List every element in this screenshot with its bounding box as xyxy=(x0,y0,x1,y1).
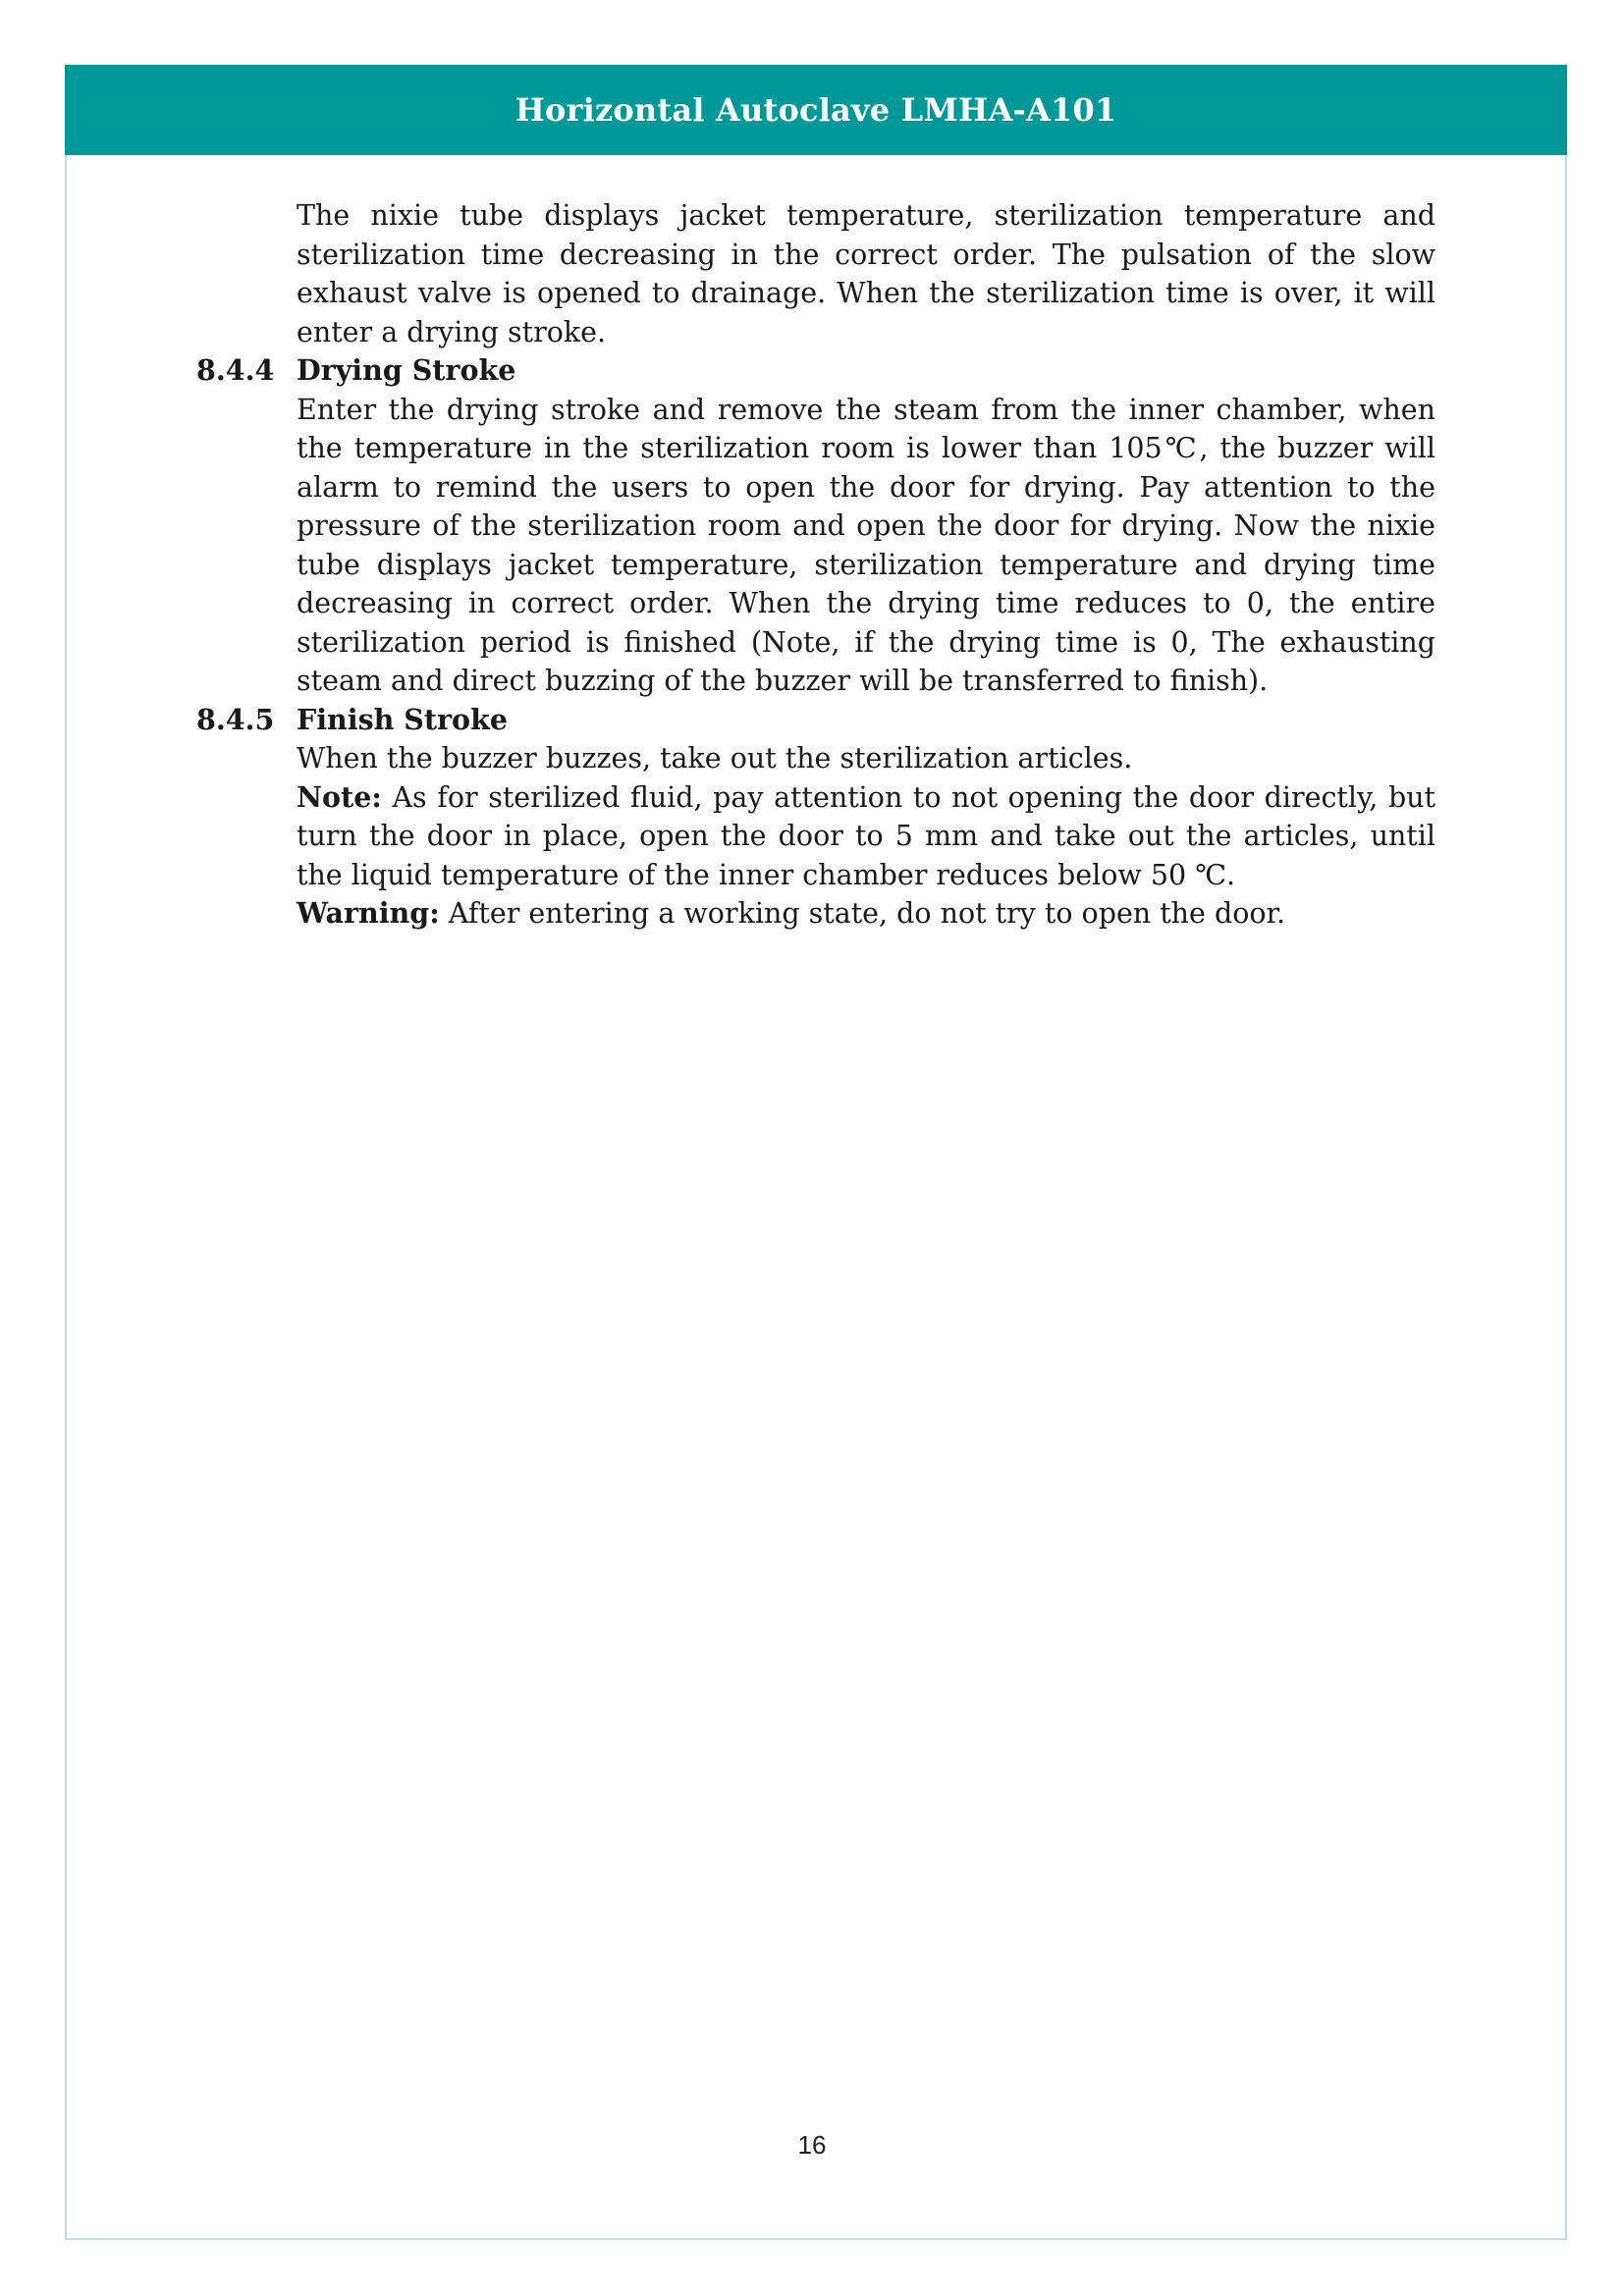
intro-paragraph: The nixie tube displays jacket temperature, sterilization temperature and sterilization time decreasing in the correct order. The pulsation of the slow exhaust valve is opened to drainage. When the sterilization time is over, it will enter a drying stroke. xyxy=(297,199,1435,348)
header-bar xyxy=(65,65,1567,155)
warning-text: After entering a working state, do not try to open the door. xyxy=(439,897,1286,930)
document-title: Horizontal Autoclave LMHA-A101 xyxy=(514,91,1117,129)
note-text: As for sterilized fluid, pay attention to not opening the door directly, but turn the door in place, open the door to 5 mm and take out the articles, until the liquid temperature of the inner chamber reduces below 50 ℃. xyxy=(297,780,1435,891)
finish-stroke-paragraph: When the buzzer buzzes, take out the sterilization articles. xyxy=(297,742,1133,774)
section-title: Finish Stroke xyxy=(297,702,508,736)
document-body xyxy=(0,196,1624,934)
page-number: 16 xyxy=(797,2130,827,2160)
section-number: 8.4.5 xyxy=(196,702,275,736)
note-paragraph xyxy=(297,778,1435,895)
warning-label: Warning: xyxy=(297,896,440,930)
section-heading-8-4-4 xyxy=(0,351,1624,391)
warning-paragraph xyxy=(297,894,1435,934)
section-number: 8.4.4 xyxy=(196,353,275,387)
section-title: Drying Stroke xyxy=(297,353,516,387)
drying-stroke-paragraph: Enter the drying stroke and remove the steam from the inner chamber, when the temperature in the sterilization room is lower than 105℃, the buzzer will alarm to remind the users to open the door for drying. Pay attention to the pressure of the sterilization room and open the door for drying. Now the nixie tube displays jacket temperature, sterilization temperature and drying time decreasing in correct order. When the drying time reduces to 0, the entire sterilization period is finished (Note, if the drying time is 0, The exhausting steam and direct buzzing of the buzzer will be transferred to finish). xyxy=(297,393,1435,697)
note-label: Note: xyxy=(297,779,382,814)
section-heading-8-4-5 xyxy=(0,701,1624,740)
